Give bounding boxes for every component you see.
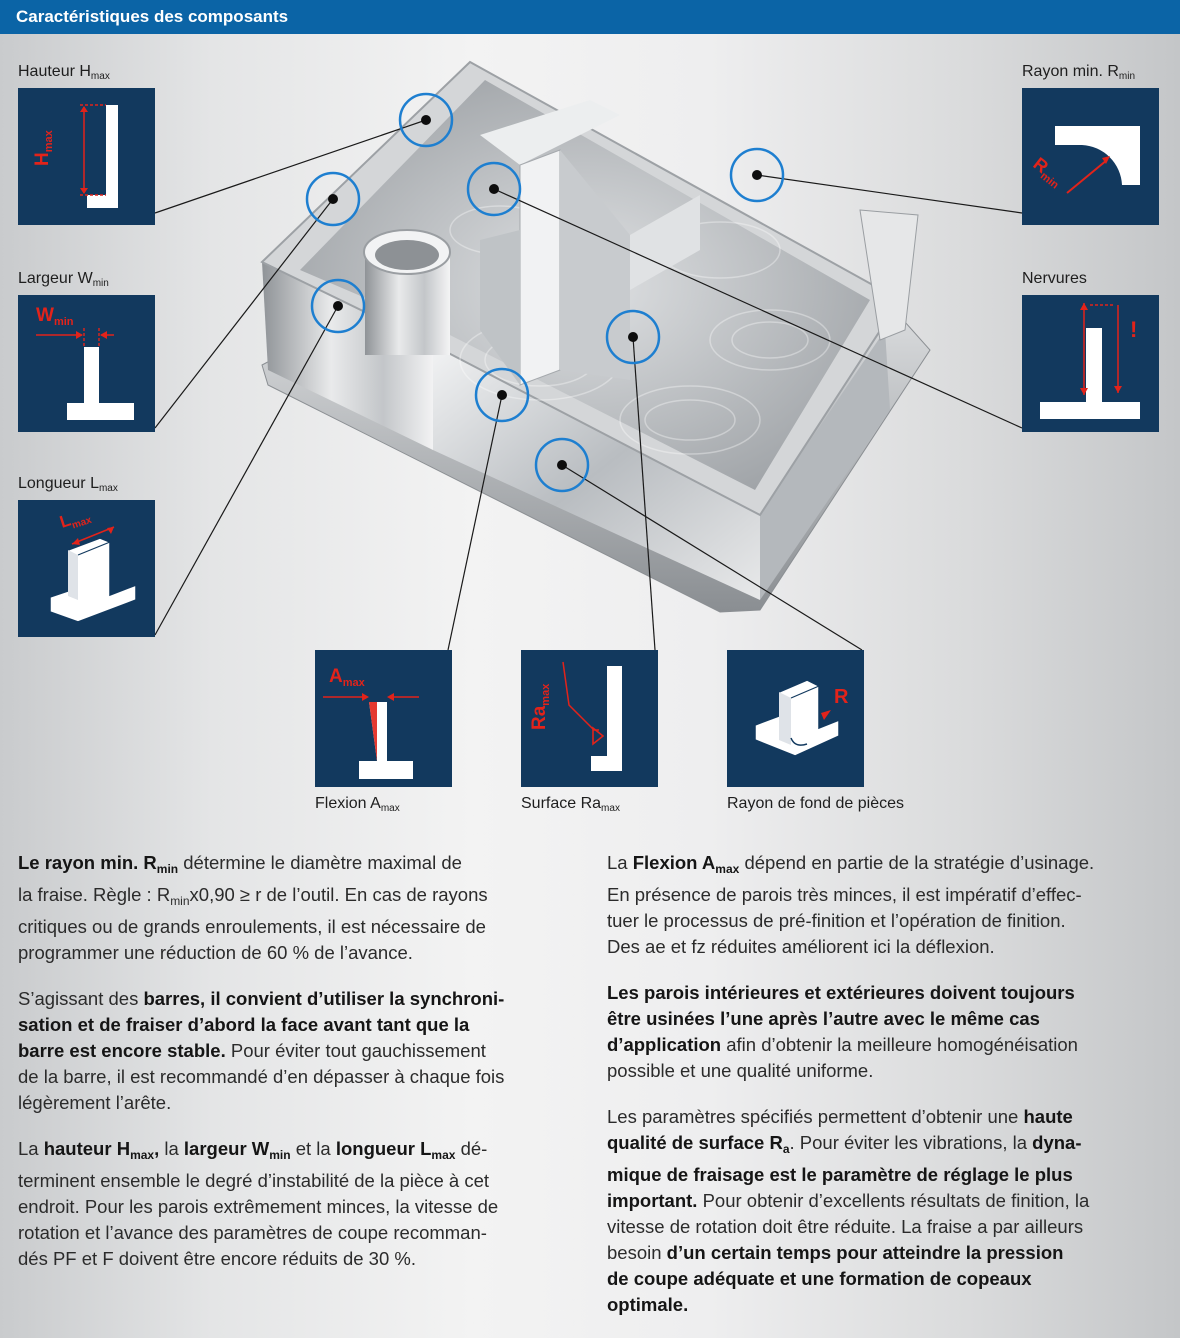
paragraph-parois: Les parois intérieures et extérieures doivent toujours être usinées l’une après l’autre avec le même cas d’application afin d’obtenir la meilleure homogénéisation possible et une qualité uniforme.: [607, 982, 1078, 1081]
diagram-longueur: [18, 500, 155, 637]
section-header: [0, 0, 1180, 34]
label-rayon-min: Rayon min. $R_{min}$: [1022, 63, 1136, 82]
diagram-rayon-fond: [727, 650, 864, 787]
h-main: H: [32, 152, 53, 166]
label-longueur: Longueur $L_{max}$: [18, 475, 118, 494]
svg-text:Ramax: $Ra_{max}$: [529, 683, 552, 730]
label-flexion: Flexion $A_{max}$: [315, 795, 400, 814]
paragraph-barres: S’agissant des barres, il convient d’utiliser la synchroni- sation et de fraiser d’abord la face avant tant que la barre est encore stable. Pour éviter tout gauchissement de la barre, il est recommandé d’en dépasser à chaque fois légèrement l’arête.: [18, 988, 505, 1113]
label-surface: Surface $Ra_{max}$: [521, 795, 620, 814]
svg-text:R: R: [834, 686, 849, 708]
diagram-flexion: [315, 650, 452, 787]
label-largeur: Largeur $W_{min}$: [18, 270, 109, 289]
left-column: [18, 850, 578, 1292]
part-body: [262, 62, 930, 612]
diagram-hauteur: [18, 88, 155, 225]
diagram-surface: [521, 650, 658, 787]
label-rayon-fond: Rayon de fond de pièces: [727, 795, 905, 812]
svg-text:Amax: $A_{max}$: [329, 666, 365, 689]
svg-text:Hmax: $H_{max}$: [32, 130, 55, 166]
svg-text:Rmin: $R_{min}$: [1029, 153, 1061, 192]
diagram-rayon-min: [1022, 88, 1159, 225]
paragraph-rayon: Le rayon min. $R_{min}$ détermine le diamètre maximal de la fraise. Règle : $R_{min}x0,90 \ge r$ de l’outil. En cas de rayons critiques ou de grands enroulements, il est nécessaire de programmer une réduction de 60 % de l’avance.: [18, 852, 488, 963]
paragraph-flexion: La Flexion $A_{max}$ dépend en partie de la stratégie d’usinage. En présence de parois très minces, il est impératif d’effec- tuer le processus de pré-finition et l’opération de finition. Des ae et fz réduites améliorent ici la déflexion.: [607, 852, 1095, 957]
svg-text:Wmin: $W_{min}$: [36, 305, 74, 328]
svg-text:!: !: [1130, 317, 1138, 342]
paragraph-surface: Les paramètres spécifiés permettent d’obtenir une haute qualité de surface $R_a$. Pour éviter les vibrations, la dyna- mique de fraisage est le paramètre de réglage le plus important. Pour obtenir d’excellents résultats de finition, la vitesse de rotation doit être réduite. La fraise a par ailleurs besoin d’un certain temps pour atteindre la pression de coupe adéquate et une formation de copeaux optimale.: [607, 1106, 1090, 1315]
diagram-largeur: [18, 295, 155, 432]
right-column: [607, 850, 1172, 1338]
svg-text:Lmax: $L_{max}$: [57, 510, 94, 532]
diagram-nervures: [1022, 295, 1159, 432]
section-title: Caractéristiques des composants: [16, 7, 289, 26]
paragraph-dimensions: La hauteur $H_{max}$, la largeur $W_{min}$ et la longueur $L_{max}$ dé- terminent ensemble le degré d’instabilité de la pièce à cet endroit. Pour les parois extrêmement minces, la vitesse de rotation et l’avance des paramètres de coupe recomman- dés PF et F doivent être encore réduits de 30 %.: [18, 1138, 499, 1269]
label-nervures: Nervures: [1022, 270, 1087, 287]
label-hauteur: Hauteur $H_{max}$: [18, 63, 110, 82]
